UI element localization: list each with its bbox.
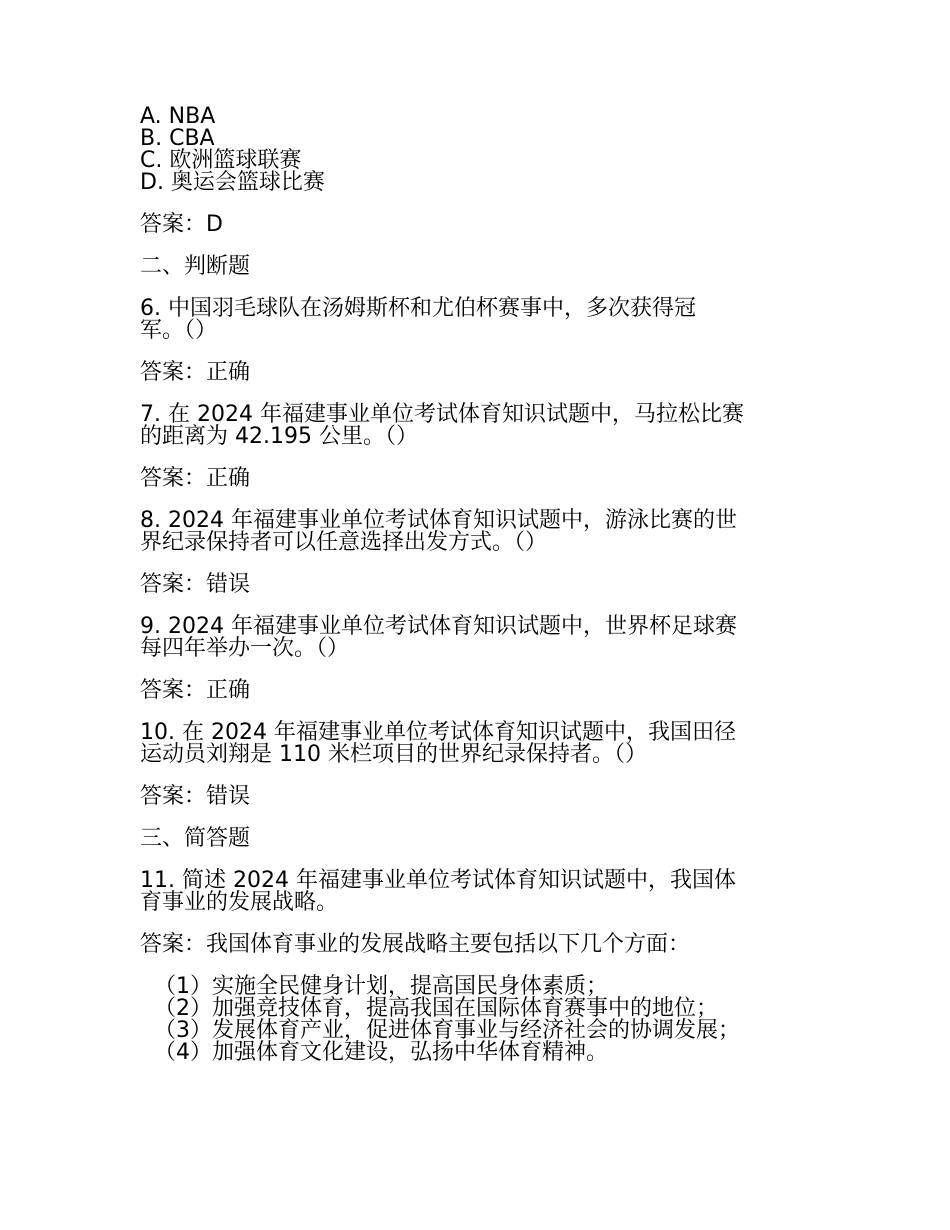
question-text: 界纪录保持者可以任意选择出发方式。（） (140, 530, 548, 555)
document-page (140, 106, 820, 1064)
option-a: A. NBA (140, 104, 216, 129)
question-text: 8. 2024 年福建事业单位考试体育知识试题中，游泳比赛的世 (140, 508, 737, 533)
question-text: 每四年举办一次。（） (140, 636, 350, 661)
answer-5: 答案：D (140, 212, 223, 237)
question-6 (140, 298, 820, 342)
question-text: 的距离为 42.195 公里。（） (140, 424, 418, 449)
answer-points-list (140, 976, 820, 1064)
list-item: （1）实施全民健身计划，提高国民身体素质； (154, 974, 608, 999)
question-11 (140, 870, 820, 914)
section-heading-short-answer: 三、简答题 (140, 826, 251, 851)
question-10 (140, 722, 820, 766)
answer-8: 答案：错误 (140, 572, 251, 597)
question-text: 6. 中国羽毛球队在汤姆斯杯和尤伯杯赛事中，多次获得冠 (140, 296, 696, 321)
question-9 (140, 616, 820, 660)
option-c: C. 欧洲篮球联赛 (140, 148, 302, 173)
option-d: D. 奥运会篮球比赛 (140, 170, 325, 195)
question-8 (140, 510, 820, 554)
list-item: （2）加强竞技体育，提高我国在国际体育赛事中的地位； (154, 996, 718, 1021)
question-text: 11. 简述 2024 年福建事业单位考试体育知识试题中，我国体 (140, 868, 736, 893)
question-text: 军。（） (140, 318, 218, 343)
section-heading-judgment: 二、判断题 (140, 254, 251, 279)
list-item: （3）发展体育产业，促进体育事业与经济社会的协调发展； (154, 1018, 740, 1043)
question-text: 10. 在 2024 年福建事业单位考试体育知识试题中，我国田径 (140, 720, 736, 745)
list-item: （4）加强体育文化建设，弘扬中华体育精神。 (154, 1040, 608, 1065)
question-text: 7. 在 2024 年福建事业单位考试体育知识试题中，马拉松比赛 (140, 402, 744, 427)
answer-10: 答案：错误 (140, 784, 251, 809)
question-text: 运动员刘翔是 110 米栏项目的世界纪录保持者。（） (140, 742, 647, 767)
question-text: 9. 2024 年福建事业单位考试体育知识试题中，世界杯足球赛 (140, 614, 737, 639)
question-text: 育事业的发展战略。 (140, 890, 339, 915)
answer-7: 答案：正确 (140, 466, 251, 491)
answer-6: 答案：正确 (140, 360, 251, 385)
answer-11: 答案：我国体育事业的发展战略主要包括以下几个方面： (140, 932, 691, 957)
option-list (140, 106, 820, 194)
question-7 (140, 404, 820, 448)
option-b: B. CBA (140, 126, 215, 151)
answer-9: 答案：正确 (140, 678, 251, 703)
